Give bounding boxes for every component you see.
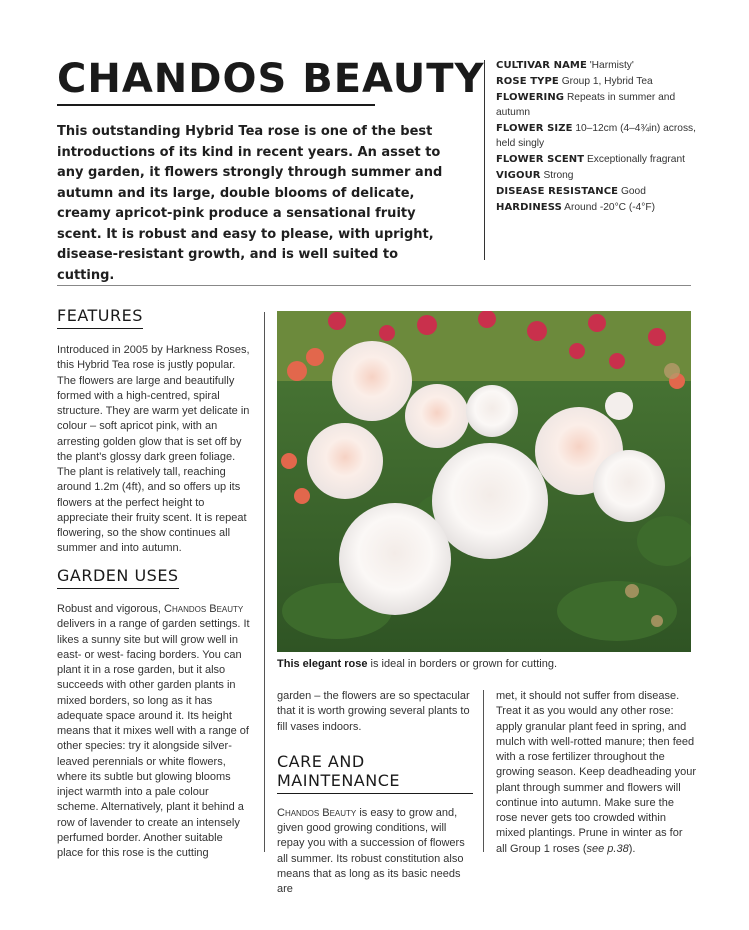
spec-value: Exceptionally fragrant [587, 154, 685, 165]
spec-row [496, 74, 711, 89]
spec-label: CULTIVAR NAME [496, 60, 587, 71]
care-end: ). [628, 842, 636, 855]
page-title: CHANDOS BEAUTY [57, 56, 485, 102]
spec-value: Around -20°C (-4°F) [564, 202, 655, 213]
continuation-text: garden – the flowers are so spectacular that it is worth growing several plants to fill vases indoors. [277, 690, 470, 733]
care-text-continued [496, 689, 696, 857]
middle-column [277, 689, 473, 897]
spec-value: 'Harmisty' [589, 60, 634, 71]
garden-uses-section [57, 566, 252, 861]
photo-caption [277, 657, 691, 672]
caption-rest: is ideal in borders or grown for cutting. [367, 658, 558, 670]
care-rose-name: Chandos Beauty [277, 806, 357, 819]
rose-name: Chandos Beauty [164, 603, 244, 615]
column-divider-1 [264, 312, 265, 852]
garden-uses-body: delivers in a range of garden settings. It likes a sunny site but will grow well in east- or west- facing borders. You can plant it in a rose garden, but it also succeeds with other garden plants in mixed borders, so long as it has adequate space around it. Its height means that it mixes well with a range of other species: try it alongside silver-leaved perennials or white flowers, where its subtle but glowing blooms inject warmth into a pale colour scheme. Alternatively, plant it behind a row of lavender to create an intensely perfumed border. Another suitable place for this rose is the cutting [57, 618, 250, 859]
care-body-2: met, it should not suffer from disease. Treat it as you would any other rose: apply granular plant feed in spring, and mulch with well-rotted manure; then feed with a rose fertilizer throughout the growing season. Keep deadheading your plant through summer and flowers will continue into autumn. Make sure the rose never gets too crowded within mixed plantings. Prune in winter as for all Group 1 roses ( [496, 690, 696, 855]
spec-row [496, 58, 711, 73]
spec-value: Good [620, 186, 646, 197]
spec-label: ROSE TYPE [496, 76, 559, 87]
spec-row [496, 90, 711, 120]
spec-row [496, 121, 711, 151]
spec-label: HARDINESS [496, 202, 562, 213]
care-body: is easy to grow and, given good growing conditions, will repay you with a succession of flowers all summer. Its robust constitution also means that as long as its basic needs are [277, 806, 465, 895]
page-reference: see p.38 [586, 842, 629, 855]
rose-photo [277, 311, 691, 652]
section-divider [57, 285, 691, 286]
spec-label: VIGOUR [496, 170, 541, 181]
spec-row [496, 200, 711, 215]
intro-paragraph: This outstanding Hybrid Tea rose is one of the best introductions of its kind in recent years. An asset to any garden, it flowers strongly through summer and autumn and its large, double blooms of delicate, creamy apricot-pink produce a sensational fruity scent. It is robust and easy to please, with upright, disease-resistant growth, and is well suited to cutting. [57, 124, 443, 283]
spec-row [496, 184, 711, 199]
spec-label: FLOWER SCENT [496, 154, 585, 165]
column-divider-2 [483, 690, 484, 852]
spec-label: DISEASE RESISTANCE [496, 186, 619, 197]
spec-value: Strong [543, 170, 574, 181]
right-column [496, 689, 696, 857]
garden-uses-text [57, 602, 252, 861]
features-section [57, 306, 252, 557]
caption-bold: This elegant rose [277, 658, 368, 670]
care-text [277, 806, 473, 898]
spec-row [496, 152, 711, 167]
garden-uses-heading: GARDEN USES [57, 566, 179, 589]
spec-value: Repeats in summer and autumn [496, 92, 676, 118]
spec-value: 10–12cm (4–4¾in) across, held singly [496, 123, 696, 149]
spec-list [496, 58, 711, 216]
garden-uses-lead: Robust and vigorous, [57, 603, 161, 615]
features-text: Introduced in 2005 by Harkness Roses, this Hybrid Tea rose is justly popular. The flowers are large and beautifully formed with a high-centred, spiral structure. They are warm yet delicate in colour – soft apricot pink, with an arresting golden glow that is set off by the plant's glossy dark green foliage. The plant is relatively tall, reaching around 1.2m (4ft), and so offers up its flowers at the perfect height to appreciate their fruity scent. It is repeat flowering, so the show continues all summer and into autumn. [57, 344, 250, 555]
title-underline [57, 104, 375, 106]
care-heading: CARE AND MAINTENANCE [277, 752, 473, 794]
spec-row [496, 168, 711, 183]
spec-divider [484, 60, 485, 260]
spec-value: Group 1, Hybrid Tea [561, 76, 653, 87]
features-heading: FEATURES [57, 306, 143, 329]
spec-label: FLOWER SIZE [496, 123, 573, 134]
spec-label: FLOWERING [496, 92, 565, 103]
